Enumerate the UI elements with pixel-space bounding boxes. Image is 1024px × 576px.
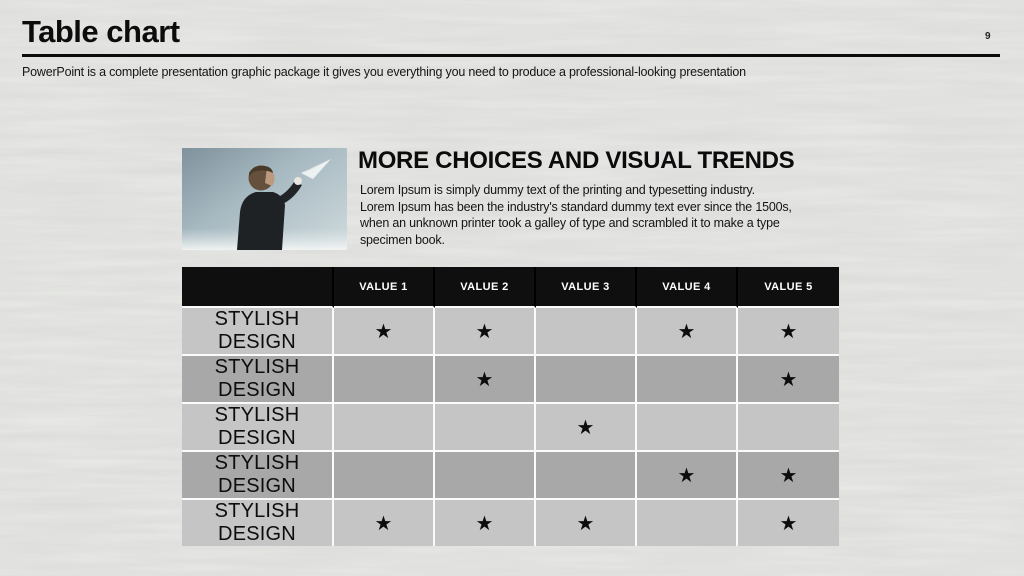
row-label-column-header <box>182 267 334 308</box>
body-line: specimen book. <box>360 232 445 247</box>
row-label: STYLISH DESIGN <box>182 500 334 546</box>
section-body <box>360 182 860 248</box>
star-cell: ★ <box>334 308 435 356</box>
star-cell <box>637 404 738 452</box>
star-cell <box>738 404 839 452</box>
star-cell <box>536 356 637 404</box>
table-row <box>182 500 839 546</box>
star-cell <box>536 308 637 356</box>
star-cell <box>435 404 536 452</box>
page-number: 9 <box>985 31 991 42</box>
body-line: Lorem Ipsum has been the industry's standard dummy text ever since the 1500s, <box>360 199 792 214</box>
body-line: when an unknown printer took a galley of type and scrambled it to make a type <box>360 216 780 230</box>
body-line: Lorem Ipsum is simply dummy text of the printing and typesetting industry. <box>360 183 755 197</box>
table-row <box>182 356 839 404</box>
value-column-header: VALUE 5 <box>738 267 839 308</box>
value-column-header: VALUE 4 <box>637 267 738 308</box>
star-cell <box>334 452 435 500</box>
star-cell: ★ <box>536 404 637 452</box>
businessman-photo <box>182 148 347 250</box>
title-divider <box>22 54 1000 57</box>
star-cell <box>536 452 637 500</box>
table-header-row <box>182 267 839 308</box>
star-cell: ★ <box>435 356 536 404</box>
slide-subtitle: PowerPoint is a complete presentation graphic package it gives you everything you need to produce a professional-looking presentation <box>22 65 746 79</box>
star-cell <box>334 356 435 404</box>
section-heading: MORE CHOICES AND VISUAL TRENDS <box>358 147 795 174</box>
star-cell: ★ <box>435 308 536 356</box>
table-wrap <box>182 267 839 546</box>
star-cell: ★ <box>536 500 637 546</box>
value-column-header: VALUE 1 <box>334 267 435 308</box>
star-cell <box>334 404 435 452</box>
table-row <box>182 452 839 500</box>
row-label: STYLISH DESIGN <box>182 356 334 404</box>
star-cell: ★ <box>637 308 738 356</box>
star-cell <box>637 500 738 546</box>
star-cell: ★ <box>435 500 536 546</box>
star-cell <box>435 452 536 500</box>
value-column-header: VALUE 2 <box>435 267 536 308</box>
star-cell: ★ <box>738 308 839 356</box>
star-cell: ★ <box>637 452 738 500</box>
slide-title: Table chart <box>22 14 180 49</box>
star-cell: ★ <box>738 500 839 546</box>
comparison-table <box>182 267 839 546</box>
table-row <box>182 404 839 452</box>
table-row <box>182 308 839 356</box>
row-label: STYLISH DESIGN <box>182 452 334 500</box>
value-column-header: VALUE 3 <box>536 267 637 308</box>
star-cell: ★ <box>738 452 839 500</box>
row-label: STYLISH DESIGN <box>182 308 334 356</box>
row-label: STYLISH DESIGN <box>182 404 334 452</box>
star-cell: ★ <box>334 500 435 546</box>
star-cell: ★ <box>738 356 839 404</box>
star-cell <box>637 356 738 404</box>
